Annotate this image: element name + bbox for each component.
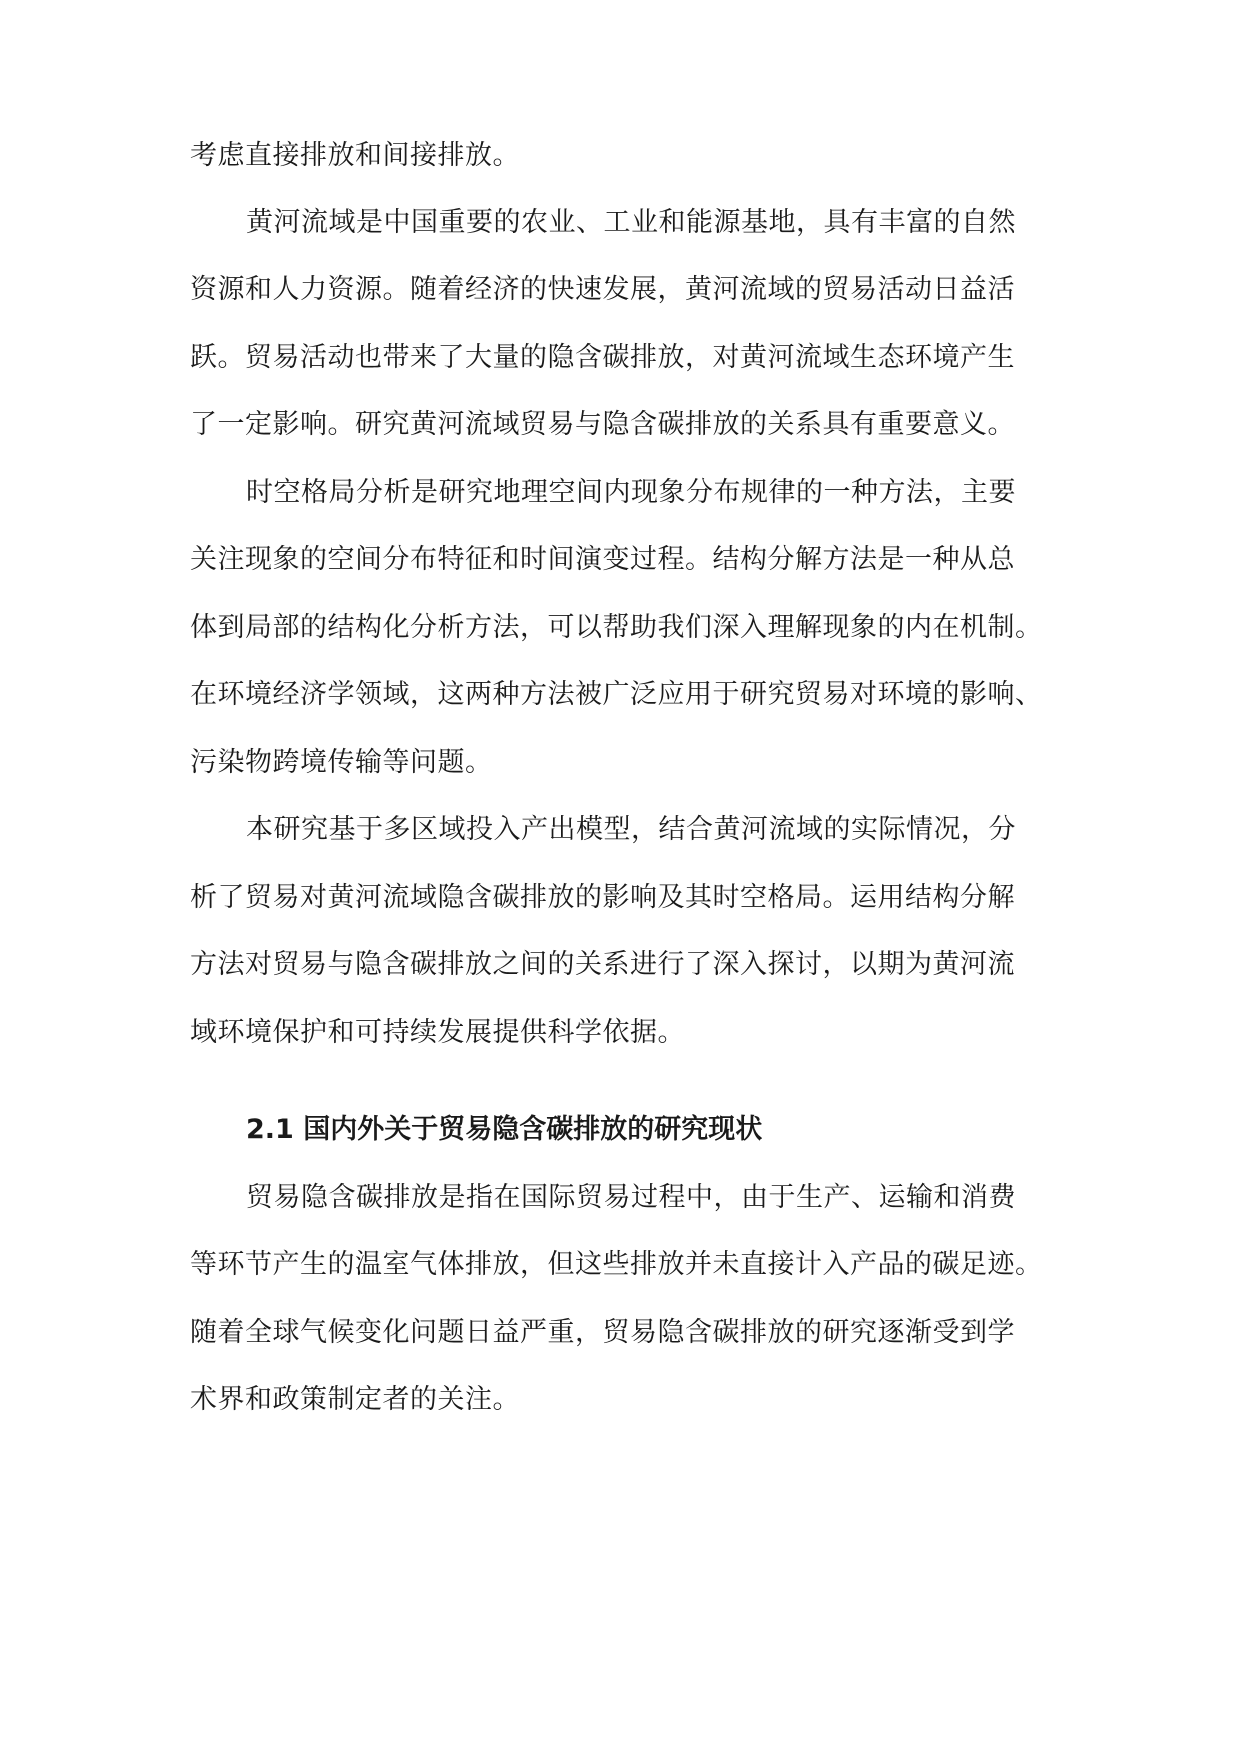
paragraph-line: 污染物跨境传输等问题。	[190, 747, 493, 778]
paragraph-line: 域环境保护和可持续发展提供科学依据。	[190, 1017, 685, 1048]
paragraph-line: 资源和人力资源。随着经济的快速发展，黄河流域的贸易活动日益活	[190, 274, 1015, 305]
paragraph-line: 黄河流域是中国重要的农业、工业和能源基地，具有丰富的自然	[246, 207, 1016, 238]
paragraph-line: 关注现象的空间分布特征和时间演变过程。结构分解方法是一种从总	[190, 544, 1015, 575]
paragraph-line: 等环节产生的温室气体排放，但这些排放并未直接计入产品的碳足迹。	[190, 1249, 1043, 1280]
paragraph-line: 在环境经济学领域，这两种方法被广泛应用于研究贸易对环境的影响、	[190, 679, 1043, 710]
paragraph-line: 本研究基于多区域投入产出模型，结合黄河流域的实际情况，分	[246, 814, 1016, 845]
paragraph-line: 考虑直接排放和间接排放。	[190, 140, 520, 171]
paragraph-line: 术界和政策制定者的关注。	[190, 1384, 520, 1415]
paragraph-line: 体到局部的结构化分析方法，可以帮助我们深入理解现象的内在机制。	[190, 612, 1043, 643]
section-heading: 2.1 国内外关于贸易隐含碳排放的研究现状	[246, 1114, 763, 1145]
paragraph-line: 析了贸易对黄河流域隐含碳排放的影响及其时空格局。运用结构分解	[190, 882, 1015, 913]
paragraph-line: 跃。贸易活动也带来了大量的隐含碳排放，对黄河流域生态环境产生	[190, 342, 1015, 373]
paragraph-line: 方法对贸易与隐含碳排放之间的关系进行了深入探讨，以期为黄河流	[190, 949, 1015, 980]
paragraph-line: 时空格局分析是研究地理空间内现象分布规律的一种方法，主要	[246, 477, 1016, 508]
paragraph-line: 贸易隐含碳排放是指在国际贸易过程中，由于生产、运输和消费	[246, 1182, 1016, 1213]
paragraph-line: 随着全球气候变化问题日益严重，贸易隐含碳排放的研究逐渐受到学	[190, 1317, 1015, 1348]
paragraph-line: 了一定影响。研究黄河流域贸易与隐含碳排放的关系具有重要意义。	[190, 409, 1015, 440]
